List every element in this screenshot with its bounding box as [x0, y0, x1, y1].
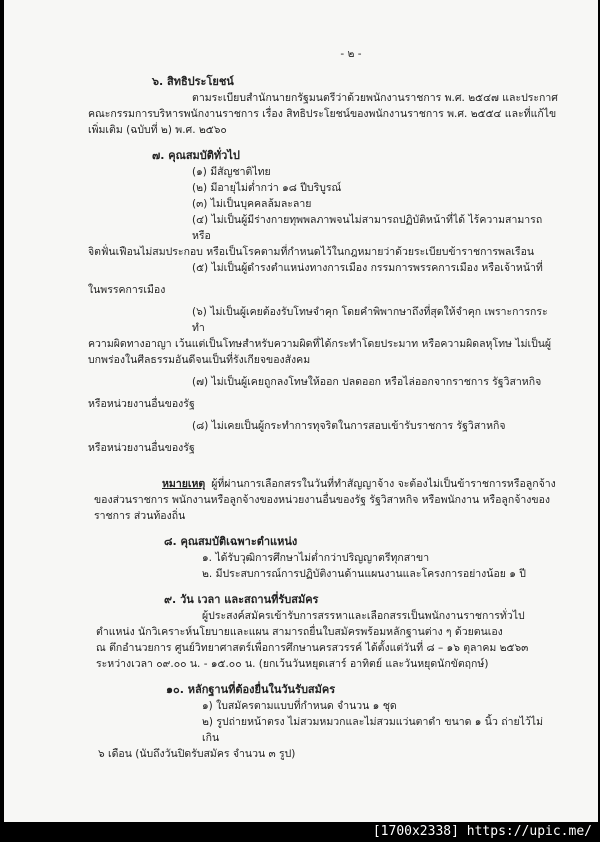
- section-8: [84, 534, 558, 582]
- section-7: [84, 148, 558, 456]
- section-6-text: ตามระเบียบสำนักนายกรัฐมนตรีว่าด้วยพนักงานราชการ พ.ศ. ๒๕๔๗ และประกาศ: [192, 92, 558, 104]
- note-text: ของส่วนราชการ พนักงานหรือลูกจ้างของหน่วยงานอื่นของรัฐ รัฐวิสาหกิจ หรือพนักงาน หรือลูกจ้างของ: [94, 494, 551, 506]
- section-7-item: ในพรรคการเมือง: [88, 284, 166, 296]
- section-6-text: เพิ่มเติม (ฉบับที่ ๒) พ.ศ. ๒๕๖๐: [88, 124, 227, 136]
- section-7-item: (๖) ไม่เป็นผู้เคยต้องรับโทษจำคุก โดยคำพิพากษาถึงที่สุดให้จำคุก เพราะการกระทำ: [192, 306, 548, 334]
- section-7-item: จิตฟั่นเฟือนไม่สมประกอบ หรือเป็นโรคตามที่กำหนดไว้ในกฎหมายว่าด้วยระเบียบข้าราชการพลเรือน: [88, 246, 535, 258]
- section-10-item: ๒) รูปถ่ายหน้าตรง ไม่สวมหมวกและไม่สวมแว่นตาดำ ขนาด ๑ นิ้ว ถ่ายไว้ไม่เกิน: [202, 716, 543, 744]
- section-7-item: (๗) ไม่เป็นผู้เคยถูกลงโทษให้ออก ปลดออก หรือไล่ออกจากราชการ รัฐวิสาหกิจ: [192, 376, 542, 388]
- section-9-text: ตำแหน่ง นักวิเคราะห์นโยบายและแผน สามารถยื่นใบสมัครพร้อมหลักฐานต่าง ๆ ด้วยตนเอง: [96, 626, 503, 638]
- section-10-item: ๑) ใบสมัครตามแบบที่กำหนด จำนวน ๑ ชุด: [202, 700, 397, 712]
- section-7-item: ความผิดทางอาญา เว้นแต่เป็นโทษสำหรับความผิดที่ได้กระทำโดยประมาท หรือความผิดลหุโทษ ไม่เป็นผู้: [88, 338, 552, 350]
- watermark-text: [1700x2338] https://upic.me/: [372, 824, 592, 839]
- watermark-bar: [0, 822, 600, 842]
- note: [84, 476, 558, 524]
- section-8-item: ๑. ได้รับวุฒิการศึกษาไม่ต่ำกว่าปริญญาตรีทุกสาขา: [202, 552, 430, 564]
- section-10-heading: ๑๐. หลักฐานที่ต้องยื่นในวันรับสมัคร: [166, 683, 336, 696]
- section-7-item: (๓) ไม่เป็นบุคคลล้มละลาย: [192, 198, 312, 210]
- section-9: [84, 592, 558, 672]
- section-7-heading: ๗. คุณสมบัติทั่วไป: [152, 149, 240, 162]
- section-9-heading: ๙. วัน เวลา และสถานที่รับสมัคร: [164, 593, 319, 606]
- note-first-line: [84, 476, 558, 492]
- section-8-heading: ๘. คุณสมบัติเฉพาะตำแหน่ง: [164, 535, 298, 548]
- section-7-item: (๘) ไม่เคยเป็นผู้กระทำการทุจริตในการสอบเข้ารับราชการ รัฐวิสาหกิจ: [192, 420, 506, 432]
- section-7-item: (๕) ไม่เป็นผู้ดำรงตำแหน่งทางการเมือง กรรมการพรรคการเมือง หรือเจ้าหน้าที่: [192, 262, 543, 274]
- section-6: [84, 74, 558, 138]
- note-label: หมายเหตุ: [162, 478, 206, 490]
- page-number: - ๒ -: [340, 48, 362, 60]
- section-9-text: ผู้ประสงค์สมัครเข้ารับการสรรหาและเลือกสรรเป็นพนักงานราชการทั่วไป: [202, 610, 525, 622]
- section-7-item: บกพร่องในศีลธรรมอันดีจนเป็นที่รังเกียจของสังคม: [88, 354, 311, 366]
- section-6-text: คณะกรรมการบริหารพนักงานราชการ เรื่อง สิทธิประโยชน์ของพนักงานราชการ พ.ศ. ๒๕๕๔ และที่แก้ไข: [88, 108, 557, 120]
- section-7-item: หรือหน่วยงานอื่นของรัฐ: [88, 442, 195, 454]
- section-7-item: หรือหน่วยงานอื่นของรัฐ: [88, 398, 195, 410]
- section-7-item: (๑) มีสัญชาติไทย: [192, 166, 271, 178]
- note-text: ราชการ ส่วนท้องถิ่น: [94, 510, 186, 522]
- note-text: ผู้ที่ผ่านการเลือกสรรในวันที่ทำสัญญาจ้าง จะต้องไม่เป็นข้าราชการหรือลูกจ้าง: [211, 478, 556, 490]
- section-6-heading: ๖. สิทธิประโยชน์: [152, 75, 234, 88]
- document-page: [4, 0, 598, 822]
- section-7-item: (๒) มีอายุไม่ต่ำกว่า ๑๘ ปีบริบูรณ์: [192, 182, 342, 194]
- section-10: [84, 682, 558, 762]
- section-10-item: ๖ เดือน (นับถึงวันปิดรับสมัคร จำนวน ๓ รูป): [98, 748, 296, 760]
- section-9-text: ระหว่างเวลา ๐๙.๐๐ น. - ๑๕.๐๐ น. (ยกเว้นวันหยุดเสาร์ อาทิตย์ และวันหยุดนักขัตฤกษ์): [96, 658, 489, 670]
- section-7-item: (๔) ไม่เป็นผู้มีร่างกายทุพพลภาพจนไม่สามารถปฏิบัติหน้าที่ได้ ไร้ความสามารถหรือ: [192, 214, 543, 242]
- section-9-text: ณ ตึกอำนวยการ ศูนย์วิทยาศาสตร์เพื่อการศึกษานครสวรรค์ ได้ตั้งแต่วันที่ ๘ – ๑๖ ตุลาคม ๒๕๖๓: [96, 642, 529, 654]
- section-8-item: ๒. มีประสบการณ์การปฏิบัติงานด้านแผนงานและโครงการอย่างน้อย ๑ ปี: [202, 568, 526, 580]
